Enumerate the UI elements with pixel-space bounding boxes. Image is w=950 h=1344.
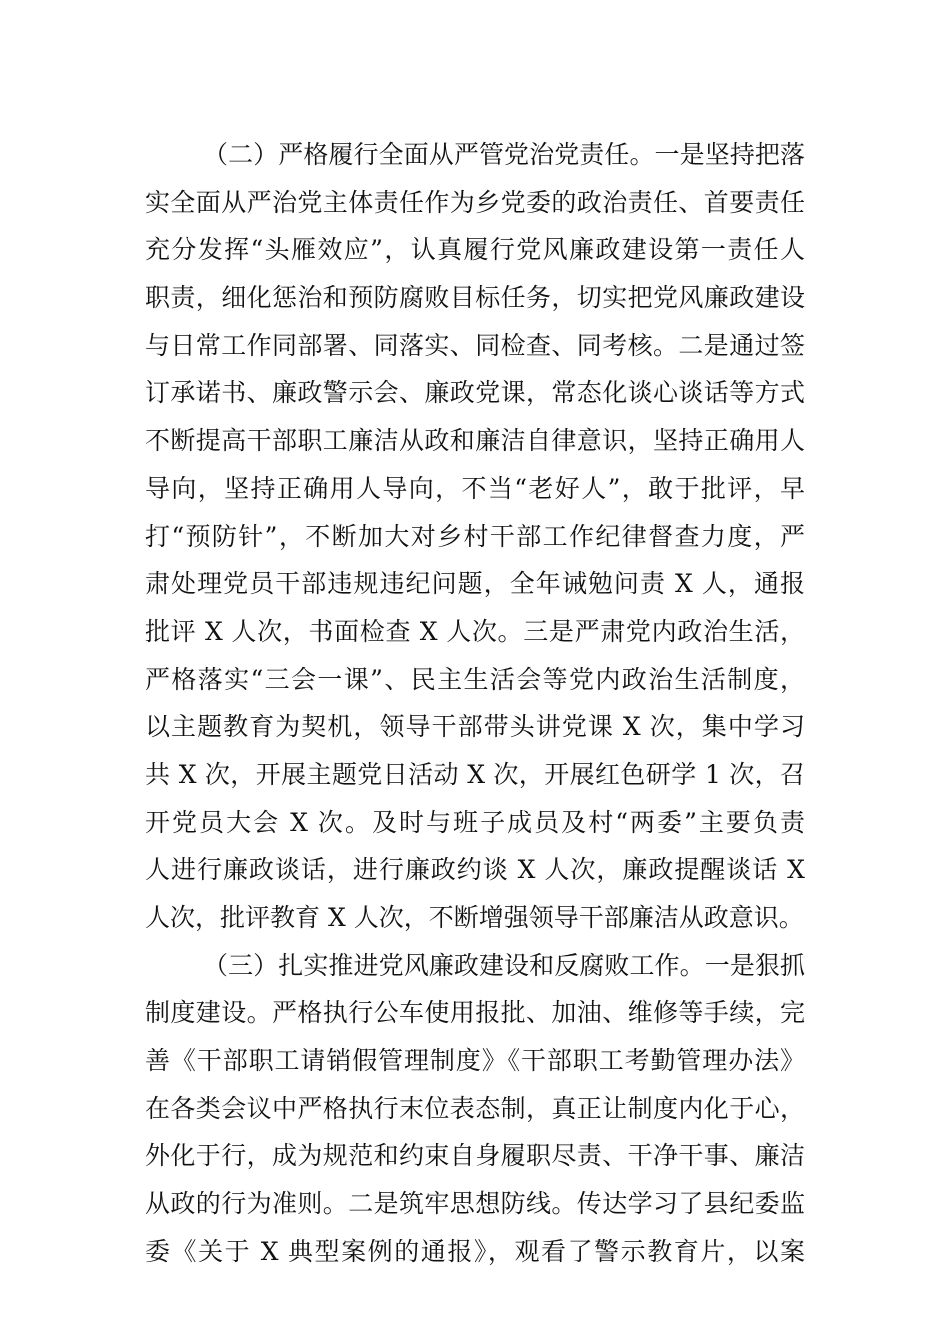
paragraph-2-line: 共 X 次，开展主题党日活动 X 次，开展红色研学 1 次，召 bbox=[145, 759, 805, 789]
paragraph-2-line: 充分发挥“头雁效应”，认真履行党风廉政建设第一责任人 bbox=[145, 235, 805, 265]
paragraph-3-line: 委《关于 X 典型案例的通报》，观看了警示教育片，以案 bbox=[145, 1236, 805, 1266]
paragraph-2-line: 开党员大会 X 次。及时与班子成员及村“两委”主要负责 bbox=[145, 807, 805, 837]
paragraph-2-line: 与日常工作同部署、同落实、同检查、同考核。二是通过签 bbox=[145, 330, 805, 360]
paragraph-2-line: 实全面从严治党主体责任作为乡党委的政治责任、首要责任 bbox=[145, 187, 805, 217]
paragraph-2-line: 不断提高干部职工廉洁从政和廉洁自律意识，坚持正确用人 bbox=[145, 426, 805, 456]
paragraph-2-line: 严格落实“三会一课”、民主生活会等党内政治生活制度， bbox=[145, 664, 805, 694]
paragraph-3-line: 制度建设。严格执行公车使用报批、加油、维修等手续，完 bbox=[145, 998, 805, 1028]
paragraph-2-line: 打“预防针”，不断加大对乡村干部工作纪律督查力度，严 bbox=[145, 521, 805, 551]
paragraph-3-line: 在各类会议中严格执行末位表态制，真正让制度内化于心， bbox=[145, 1093, 805, 1123]
paragraph-3-line: 外化于行，成为规范和约束自身履职尽责、干净干事、廉洁 bbox=[145, 1141, 805, 1171]
paragraph-3-line: （三）扎实推进党风廉政建设和反腐败工作。一是狠抓 bbox=[203, 950, 805, 980]
paragraph-3-line: 善《干部职工请销假管理制度》《干部职工考勤管理办法》 bbox=[145, 1046, 805, 1076]
paragraph-2-line: 导向，坚持正确用人导向，不当“老好人”，敢于批评，早 bbox=[145, 473, 805, 503]
paragraph-3-line: 从政的行为准则。二是筑牢思想防线。传达学习了县纪委监 bbox=[145, 1189, 805, 1219]
body-text bbox=[145, 131, 805, 1276]
paragraph-2-line: 以主题教育为契机，领导干部带头讲党课 X 次，集中学习 bbox=[145, 712, 805, 742]
paragraph-2-line: 人进行廉政谈话，进行廉政约谈 X 人次，廉政提醒谈话 X bbox=[145, 855, 805, 885]
paragraph-2-line: 职责，细化惩治和预防腐败目标任务，切实把党风廉政建设 bbox=[145, 283, 805, 313]
paragraph-2-line: 人次，批评教育 X 人次，不断增强领导干部廉洁从政意识。 bbox=[145, 903, 804, 932]
paragraph-2-line: 肃处理党员干部违规违纪问题，全年诫勉问责 X 人，通报 bbox=[145, 569, 805, 599]
paragraph-2-line: （二）严格履行全面从严管党治党责任。一是坚持把落 bbox=[203, 140, 805, 169]
paragraph-2-line: 批评 X 人次，书面检查 X 人次。三是严肃党内政治生活， bbox=[145, 616, 805, 646]
paragraph-2-line: 订承诺书、廉政警示会、廉政党课，常态化谈心谈话等方式 bbox=[145, 378, 805, 408]
